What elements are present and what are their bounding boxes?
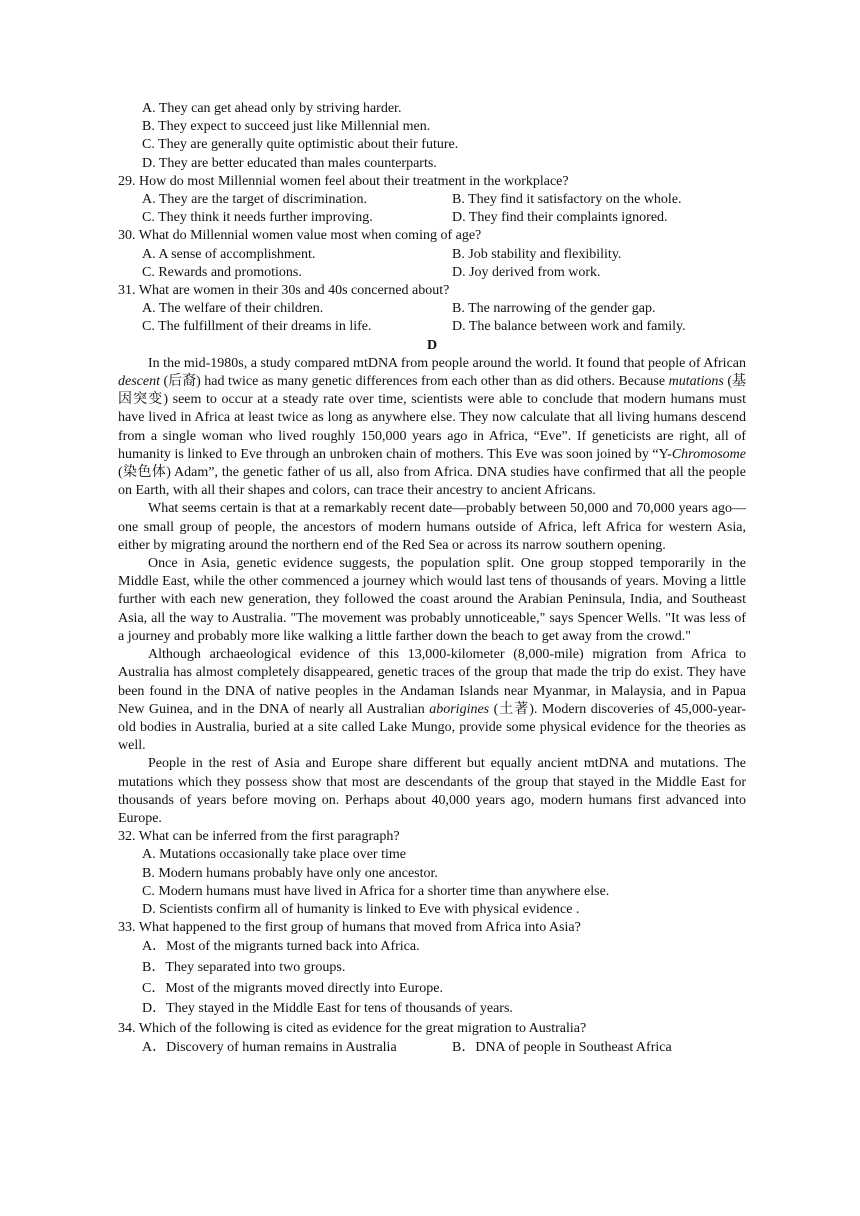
q28-option-b: B. They expect to succeed just like Millennial men.: [142, 119, 431, 135]
q31-question: 31. What are women in their 30s and 40s concerned about?: [118, 283, 450, 299]
q28-option-d: D. They are better educated than males counterparts.: [142, 155, 437, 171]
q30-option-d: D. Joy derived from work.: [452, 264, 601, 280]
q34-options-row-1: [118, 1038, 746, 1059]
q32-question: 32. What can be inferred from the first paragraph?: [118, 829, 400, 845]
q28-option-a: A. They can get ahead only by striving harder.: [142, 101, 402, 116]
term-chromosome: Chromosome: [671, 446, 746, 462]
q31-option-d: D. The balance between work and family.: [452, 319, 686, 335]
q33-option-b: B．They separated into two groups.: [142, 959, 346, 975]
term-descent: descent: [118, 374, 160, 390]
q30-option-c: C. Rewards and promotions.: [142, 264, 302, 280]
exam-page: [118, 100, 746, 1059]
term-mutations: mutations: [668, 374, 724, 390]
passage-paragraph-5: People in the rest of Asia and Europe share different but equally ancient mtDNA and mutations. The mutations which they possess show that most are descendants of the group that stayed in the Middle East for thousands of years before moving on. Perhaps about 40,000 years ago, modern humans first advanced into Europe.: [118, 756, 746, 826]
q29-question: 29. How do most Millennial women feel about their treatment in the workplace?: [118, 173, 569, 189]
q31-option-c: C. The fulfillment of their dreams in life.: [142, 319, 372, 335]
q29-option-a: A. They are the target of discrimination.: [142, 192, 367, 208]
q31-option-a: A. The welfare of their children.: [142, 301, 324, 317]
q30-question: 30. What do Millennial women value most when coming of age?: [118, 228, 482, 244]
q34-option-b: B．DNA of people in Southeast Africa: [452, 1039, 672, 1055]
q32-option-a: A. Mutations occasionally take place over time: [142, 847, 406, 863]
q28-option-c: C. They are generally quite optimistic about their future.: [142, 137, 459, 153]
q32-option-c: C. Modern humans must have lived in Africa for a shorter time than anywhere else.: [142, 883, 610, 899]
q32-option-b: B. Modern humans probably have only one ancestor.: [142, 865, 438, 881]
q31-options-row-1: [118, 300, 746, 318]
passage-paragraph-1: In the mid-1980s, a study compared mtDNA from people around the world. It found that people of African descent (后裔) had twice as many genetic differences from each other than as did others. Because mutations (基因突变) seem to occur at a steady rate over time, scientists were able to conclude that modern humans must have lived in Africa at least twice as long as anywhere else. They now calculate that all living humans descend from a single woman who lived roughly 150,000 years ago in Africa, “Eve”. If geneticists are right, all of humanity is linked to Eve through an unbroken chain of mothers. This Eve was soon joined by “Y-Chromosome (染色体) Adam”, the genetic father of us all, also from Africa. DNA studies have confirmed that all the people on Earth, with all their shapes and colors, can trace their ancestry to ancient Africans.: [118, 355, 746, 499]
section-heading: D: [426, 337, 438, 353]
passage-paragraph-4: Although archaeological evidence of this 13,000-kilometer (8,000-mile) migration from Africa to Australia has almost completely disappeared, genetic traces of the group that made the trip do exist. They have been found in the DNA of native peoples in the Andaman Islands near Myanmar, in Malaysia, and in Papua New Guinea, and in the DNA of nearly all Australian aborigines (土著). Modern discoveries of 45,000-year-old bodies in Australia, buried at a site called Lake Mungo, provide some physical evidence for the theories as well.: [118, 647, 746, 754]
q33-question: 33. What happened to the first group of humans that moved from Africa into Asia?: [118, 920, 581, 936]
q34-question: 34. Which of the following is cited as evidence for the great migration to Australia?: [118, 1020, 587, 1036]
q33-option-d: D．They stayed in the Middle East for tens of thousands of years.: [142, 1001, 513, 1017]
q32-option-d: D. Scientists confirm all of humanity is linked to Eve with physical evidence .: [142, 901, 580, 917]
q29-options-row-2: [118, 209, 746, 227]
passage-paragraph-2: What seems certain is that at a remarkably recent date—probably between 50,000 and 70,000 years ago—one small group of people, the ancestors of modern humans outside of Africa, left Africa for western Asia, either by migrating around the northern end of the Red Sea or across its narrow southern opening.: [118, 501, 746, 553]
term-aborigines: aborigines: [429, 701, 490, 717]
q30-options-row-1: [118, 246, 746, 264]
q30-option-a: A. A sense of accomplishment.: [142, 246, 316, 262]
q29-options-row-1: [118, 191, 746, 209]
q31-option-b: B. The narrowing of the gender gap.: [452, 301, 656, 317]
q31-options-row-2: [118, 318, 746, 336]
q29-option-d: D. They find their complaints ignored.: [452, 210, 668, 226]
q33-option-c: C．Most of the migrants moved directly into Europe.: [142, 980, 443, 996]
q30-option-b: B. Job stability and flexibility.: [452, 246, 622, 262]
q33-option-a: A．Most of the migrants turned back into Africa.: [142, 939, 420, 955]
passage-paragraph-3: Once in Asia, genetic evidence suggests, the population split. One group stopped temporarily in the Middle East, while the other commenced a journey which would last tens of thousands of years. Moving a little further with each new generation, they followed the coast around the Arabian Peninsula, India, and Southeast Asia, all the way to Australia. "The movement was probably unnoticeable," says Spencer Wells. "It was less of a journey and probably more like walking a little farther down the beach to get away from the crowd.": [118, 556, 746, 644]
q34-option-a: A．Discovery of human remains in Australia: [142, 1039, 397, 1055]
q29-option-b: B. They find it satisfactory on the whole.: [452, 192, 682, 208]
q30-options-row-2: [118, 264, 746, 282]
q29-option-c: C. They think it needs further improving.: [142, 210, 373, 226]
